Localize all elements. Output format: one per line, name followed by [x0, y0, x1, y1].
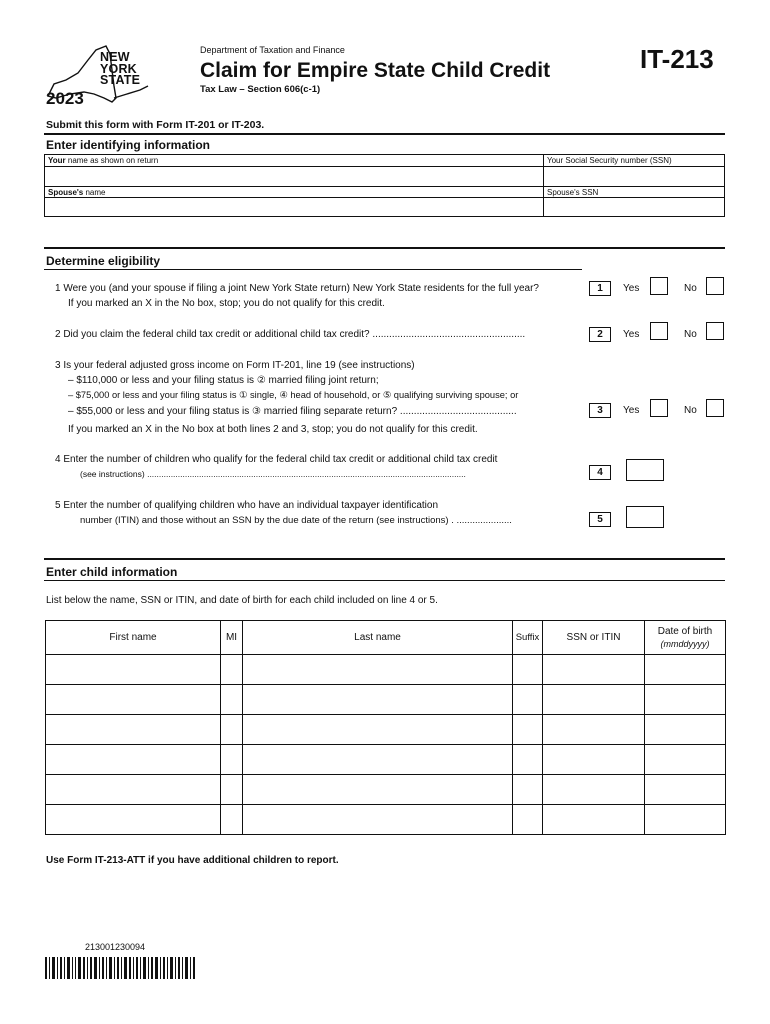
spouse-ssn-label: Spouse's SSN — [547, 188, 599, 197]
name-label: Your name as shown on return — [48, 156, 159, 165]
line5-question: 5 Enter the number of qualifying children who have an individual taxpayer identification — [55, 500, 439, 511]
table-row — [46, 685, 726, 715]
divider — [44, 580, 725, 581]
mi-cell[interactable] — [221, 715, 243, 745]
line1-no-label: No — [684, 283, 697, 294]
ssn-cell[interactable] — [543, 685, 645, 715]
col-mi: MI — [221, 621, 243, 655]
col-ssn: SSN or ITIN — [543, 621, 645, 655]
last-name-cell[interactable] — [243, 805, 513, 835]
suffix-cell[interactable] — [513, 655, 543, 685]
eligibility-section-title: Determine eligibility — [46, 254, 161, 268]
ssn-cell[interactable] — [543, 655, 645, 685]
last-name-cell[interactable] — [243, 745, 513, 775]
first-name-cell[interactable] — [46, 805, 221, 835]
mi-cell[interactable] — [221, 805, 243, 835]
line5-number: 5 — [589, 512, 611, 527]
line2-question: 2 Did you claim the federal child tax credit or additional child tax credit? ....................................................... — [55, 329, 526, 340]
line3-number: 3 — [589, 403, 611, 418]
divider — [44, 133, 725, 135]
col-dob: Date of birth (mmddyyyy) — [645, 621, 726, 655]
dob-cell[interactable] — [645, 685, 726, 715]
suffix-cell[interactable] — [513, 775, 543, 805]
divider — [44, 247, 725, 249]
mi-cell[interactable] — [221, 685, 243, 715]
child-table — [45, 620, 726, 835]
dob-cell[interactable] — [645, 775, 726, 805]
ssn-label: Your Social Security number (SSN) — [547, 156, 672, 165]
last-name-cell[interactable] — [243, 715, 513, 745]
divider — [543, 154, 544, 217]
name-input[interactable] — [45, 167, 542, 185]
line1-yes-checkbox[interactable] — [650, 277, 668, 295]
line3-question: 3 Is your federal adjusted gross income on Form IT-201, line 19 (see instructions) — [55, 360, 415, 371]
first-name-cell[interactable] — [46, 655, 221, 685]
table-row — [46, 715, 726, 745]
mi-cell[interactable] — [221, 745, 243, 775]
col-last-name: Last name — [243, 621, 513, 655]
line2-yes-label: Yes — [623, 329, 640, 340]
line4-instruction: (see instructions) ....................................................................................................................................... — [80, 469, 466, 479]
line2-no-label: No — [684, 329, 697, 340]
col-suffix: Suffix — [513, 621, 543, 655]
dob-cell[interactable] — [645, 655, 726, 685]
suffix-cell[interactable] — [513, 715, 543, 745]
line4-number: 4 — [589, 465, 611, 480]
first-name-cell[interactable] — [46, 775, 221, 805]
ssn-cell[interactable] — [543, 775, 645, 805]
line3-yes-checkbox[interactable] — [650, 399, 668, 417]
first-name-cell[interactable] — [46, 745, 221, 775]
att-note: Use Form IT-213-ATT if you have additional children to report. — [46, 855, 339, 866]
table-row — [46, 745, 726, 775]
line4-children-count-input[interactable] — [626, 459, 664, 481]
table-row — [46, 655, 726, 685]
ssn-cell[interactable] — [543, 745, 645, 775]
line1-no-checkbox[interactable] — [706, 277, 724, 295]
dob-cell[interactable] — [645, 745, 726, 775]
form-title: Claim for Empire State Child Credit — [200, 59, 551, 82]
child-instruction: List below the name, SSN or ITIN, and date of birth for each child included on line 4 or 5. — [46, 595, 438, 606]
last-name-cell[interactable] — [243, 685, 513, 715]
ssn-cell[interactable] — [543, 715, 645, 745]
line1-question: 1 Were you (and your spouse if filing a joint New York State return) New York State residents for the full year? — [55, 283, 539, 294]
tax-law-reference: Tax Law – Section 606(c-1) — [200, 84, 321, 95]
mi-cell[interactable] — [221, 655, 243, 685]
suffix-cell[interactable] — [513, 805, 543, 835]
child-section-title: Enter child information — [46, 565, 178, 579]
line1-instruction: If you marked an X in the No box, stop; you do not qualify for this credit. — [68, 298, 385, 309]
line4-question: 4 Enter the number of children who qualify for the federal child tax credit or additional child tax credit — [55, 454, 498, 465]
mi-cell[interactable] — [221, 775, 243, 805]
department-name: Department of Taxation and Finance — [200, 45, 345, 55]
identifying-section-title: Enter identifying information — [46, 138, 210, 152]
ssn-input[interactable] — [545, 167, 724, 185]
line2-number: 2 — [589, 327, 611, 342]
line3-instruction: If you marked an X in the No box at both lines 2 and 3, stop; you do not qualify for this credit. — [68, 424, 478, 435]
barcode-number: 213001230094 — [85, 942, 146, 952]
line1-yes-label: Yes — [623, 283, 640, 294]
divider — [44, 269, 582, 270]
line3-no-label: No — [684, 405, 697, 416]
line2-no-checkbox[interactable] — [706, 322, 724, 340]
suffix-cell[interactable] — [513, 745, 543, 775]
last-name-cell[interactable] — [243, 775, 513, 805]
line1-number: 1 — [589, 281, 611, 296]
spouse-name-label: Spouse's name — [48, 188, 106, 197]
last-name-cell[interactable] — [243, 655, 513, 685]
submit-note: Submit this form with Form IT-201 or IT-203. — [46, 119, 265, 131]
line3-option-joint: – $110,000 or less and your filing status is ② married filing joint return; — [68, 375, 379, 386]
dob-cell[interactable] — [645, 805, 726, 835]
line3-yes-label: Yes — [623, 405, 640, 416]
divider — [44, 558, 725, 560]
first-name-cell[interactable] — [46, 715, 221, 745]
logo-text: NEW YORK STATE — [100, 50, 141, 87]
first-name-cell[interactable] — [46, 685, 221, 715]
ssn-cell[interactable] — [543, 805, 645, 835]
barcode-icon — [45, 957, 195, 979]
form-number: IT-213 — [640, 44, 714, 74]
line2-yes-checkbox[interactable] — [650, 322, 668, 340]
table-row — [46, 775, 726, 805]
spouse-name-input[interactable] — [45, 198, 542, 216]
table-row — [46, 805, 726, 835]
spouse-ssn-input[interactable] — [545, 198, 724, 216]
line3-no-checkbox[interactable] — [706, 399, 724, 417]
line5-itin-count-input[interactable] — [626, 506, 664, 528]
suffix-cell[interactable] — [513, 685, 543, 715]
table-header-row — [46, 621, 726, 655]
divider — [44, 186, 725, 187]
dob-cell[interactable] — [645, 715, 726, 745]
col-first-name: First name — [46, 621, 221, 655]
line3-option-separate: – $55,000 or less and your filing status is ③ married filing separate return? .......................................... — [68, 406, 517, 417]
form-year: 2023 — [46, 89, 84, 108]
line3-option-single: – $75,000 or less and your filing status is ① single, ④ head of household, or ⑤ qualifying surviving spouse; or — [68, 390, 519, 400]
line5-instruction: number (ITIN) and those without an SSN by the due date of the return (see instructions) . ..................... — [80, 515, 512, 526]
